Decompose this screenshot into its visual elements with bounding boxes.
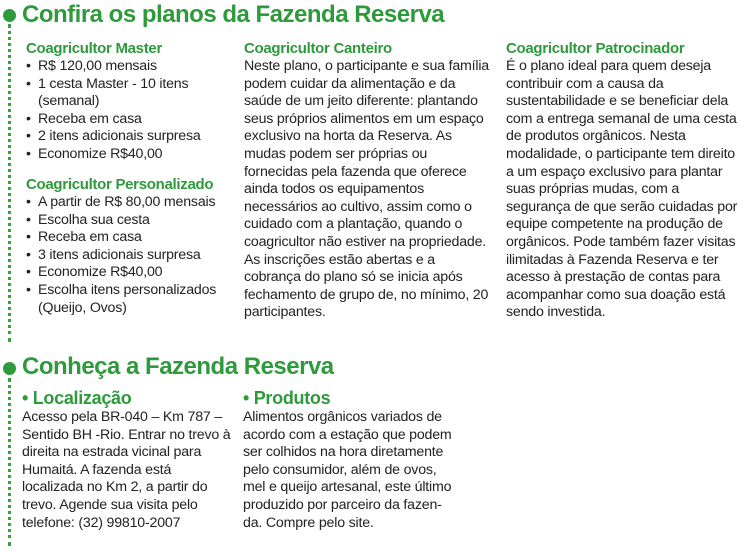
plan-list: [26, 58, 231, 164]
info-localizacao: [22, 388, 232, 532]
list-item: • Economize R$40,00: [26, 146, 231, 164]
list-item: • Escolha itens personalizados (Queijo, Ovos): [26, 282, 236, 317]
list-item: • Receba em casa: [26, 111, 231, 129]
list-item: • 2 itens adicionais surpresa: [26, 128, 231, 146]
plan-master: [26, 40, 231, 164]
info-title-text: Produtos: [253, 388, 331, 408]
info-description: Acesso pela BR-040 – Km 787 – Sentido BH -Rio. Entrar no trevo à direita na estrada vicinal para Humaitá. A fazenda está localizada no Km 2, a partir do trevo. Agende sua visita pelo telefone: (32) 99810-2007: [22, 409, 231, 531]
bullet-icon: •: [243, 388, 250, 408]
info-produtos: [243, 388, 458, 532]
plan-canteiro: [244, 40, 494, 322]
list-item: • 3 itens adicionais surpresa: [26, 247, 236, 265]
dotted-rail: [8, 24, 11, 342]
plan-patrocinador: [506, 40, 742, 322]
plan-title: Coagricultor Patrocinador: [506, 40, 685, 57]
dotted-rail: [8, 378, 11, 546]
section-dot-icon: [3, 9, 16, 22]
section-title: Conheça a Fazenda Reserva: [22, 353, 334, 380]
list-item: • Escolha sua cesta: [26, 212, 236, 230]
list-item: • Receba em casa: [26, 229, 236, 247]
plan-title: Coagricultor Personalizado: [26, 176, 214, 193]
plan-title: Coagricultor Canteiro: [244, 40, 392, 57]
list-item: • A partir de R$ 80,00 mensais: [26, 194, 236, 212]
section-title: Confira os planos da Fazenda Reserva: [22, 1, 445, 28]
plan-description: Neste plano, o participante e sua família podem cuidar da alimentação e da saúde de um jeito diferente: plantando seus próprios alimentos em um espaço exclusivo na horta da Reserva. As mudas podem ser próprias ou fornecidas pela fazenda que oferece ainda todos os equipamentos necessários ao cultivo, assim como o cuidado com a plantação, quando o coagricultor não estiver na propriedade. As inscrições estão abertas e a cobrança do plano só se inicia após fechamento de grupo de, no mínimo, 20 participantes.: [244, 58, 489, 321]
list-item: • Economize R$40,00: [26, 264, 236, 282]
list-item: • 1 cesta Master - 10 itens (semanal): [26, 76, 231, 111]
plan-personalizado: [26, 176, 236, 317]
info-description: Alimentos orgânicos variados de acordo com a estação que podem ser colhidos na hora diretamente pelo consumidor, além de ovos, mel e queijo artesanal, este último produzido por parceiro da fazen-da. Compre pelo site.: [243, 409, 452, 531]
section-dot-icon: [3, 362, 16, 375]
info-title-text: Localização: [32, 388, 132, 408]
info-title: [243, 388, 458, 409]
bullet-icon: •: [22, 388, 29, 408]
plan-title: Coagricultor Master: [26, 40, 162, 57]
plan-description: É o plano ideal para quem deseja contribuir com a causa da sustentabilidade e se beneficiar dela com a entrega semanal de uma cesta de produtos orgânicos. Nesta modalidade, o participante tem direito a um espaço exclusivo para plantar suas próprias mudas, com a segurança de que serão cuidadas por equipe competente na produção de orgânicos. Pode também fazer visitas ilimitadas à Fazenda Reserva e ter acesso à prestação de contas para acompanhar como sua doação está sendo investida.: [506, 58, 738, 321]
list-item: • R$ 120,00 mensais: [26, 58, 231, 76]
plan-list: [26, 194, 236, 317]
info-title: [22, 388, 232, 409]
